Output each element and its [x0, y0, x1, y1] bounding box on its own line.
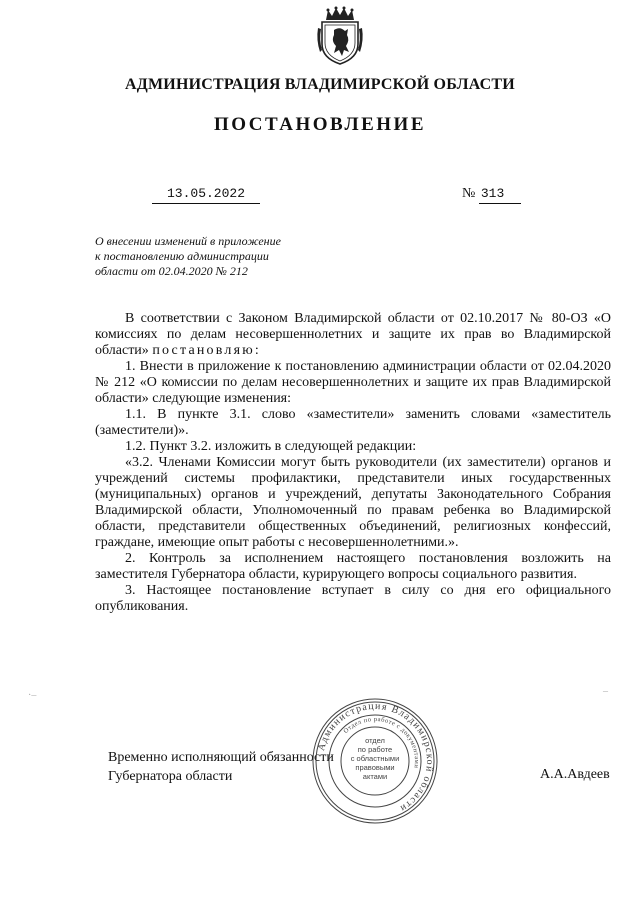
- document-number: 313: [479, 186, 521, 204]
- resolve-word: постановляю:: [152, 343, 261, 358]
- document-type-title: ПОСТАНОВЛЕНИЕ: [213, 114, 427, 135]
- stamp-center-line: по работе: [357, 745, 393, 754]
- stamp-center-line: с областными: [350, 754, 400, 763]
- number-sign: №: [462, 186, 476, 201]
- organization-title: АДМИНИСТРАЦИЯ ВЛАДИМИРСКОЙ ОБЛАСТИ: [125, 76, 515, 93]
- paragraph-2: 2. Контроль за исполнением настоящего постановления возложить на заместителя Губернатора области, курирующего вопросы социального развития.: [95, 551, 611, 582]
- legal-department-stamp: [310, 696, 440, 826]
- paragraph-1-2-text: «3.2. Членами Комиссии могут быть руководители (их заместители) органов и учреждений системы профилактики, представители иных государственных (муниципальных) органов и учреждений, депутаты Законодательного Собрания Владимирской области, Уполномоченный по правам ребенка во Владимирской области, представители общественных объединений, религиозных конфессий, граждане, имеющие опыт работы с несовершеннолетними.».: [95, 455, 611, 550]
- document-date: 13.05.2022: [152, 186, 260, 204]
- stamp-inner-ring-text: Отдел по работе с документами: [342, 715, 421, 769]
- paragraph-3: 3. Настоящее постановление вступает в силу со дня его официального опубликования.: [95, 583, 611, 614]
- position-line: Временно исполняющий обязанности: [108, 750, 334, 765]
- paragraph-1: 1. Внести в приложение к постановлению администрации области от 02.04.2020 № 212 «О комиссии по делам несовершеннолетних и защите их прав Владимирской области» следующие изменения:: [95, 359, 611, 406]
- document-number-block: [462, 186, 521, 204]
- stamp-center-line: отдел: [365, 736, 385, 745]
- subject-line: к постановлению администрации: [95, 249, 269, 263]
- document-body: [95, 311, 611, 615]
- intro-paragraph: [95, 311, 611, 359]
- intro-text: В соответствии с Законом Владимирской области от 02.10.2017 № 80-ОЗ «О комиссиях по делам несовершеннолетних и защите их прав во Владимирской области»: [95, 311, 611, 358]
- stamp-center-line: правовыми: [355, 763, 395, 772]
- stamp-center-line: актами: [362, 772, 388, 781]
- stamp-ring-text: Администрация Владимирской области: [316, 700, 436, 815]
- scan-mark: –: [603, 686, 608, 697]
- subject-line: области от 02.04.2020 № 212: [95, 264, 248, 278]
- paragraph-1-1: 1.1. В пункте 3.1. слово «заместители» заменить словами «заместитель (заместители)».: [95, 407, 611, 438]
- signatory-name: А.А.Авдеев: [540, 767, 610, 782]
- scan-mark: ·–: [28, 690, 37, 701]
- document-subject: [95, 234, 335, 279]
- subject-line: О внесении изменений в приложение: [95, 234, 281, 248]
- paragraph-1-2: 1.2. Пункт 3.2. изложить в следующей редакции:: [125, 439, 417, 454]
- coat-of-arms-icon: [312, 6, 368, 66]
- signatory-position: [108, 748, 334, 786]
- position-line: Губернатора области: [108, 769, 233, 784]
